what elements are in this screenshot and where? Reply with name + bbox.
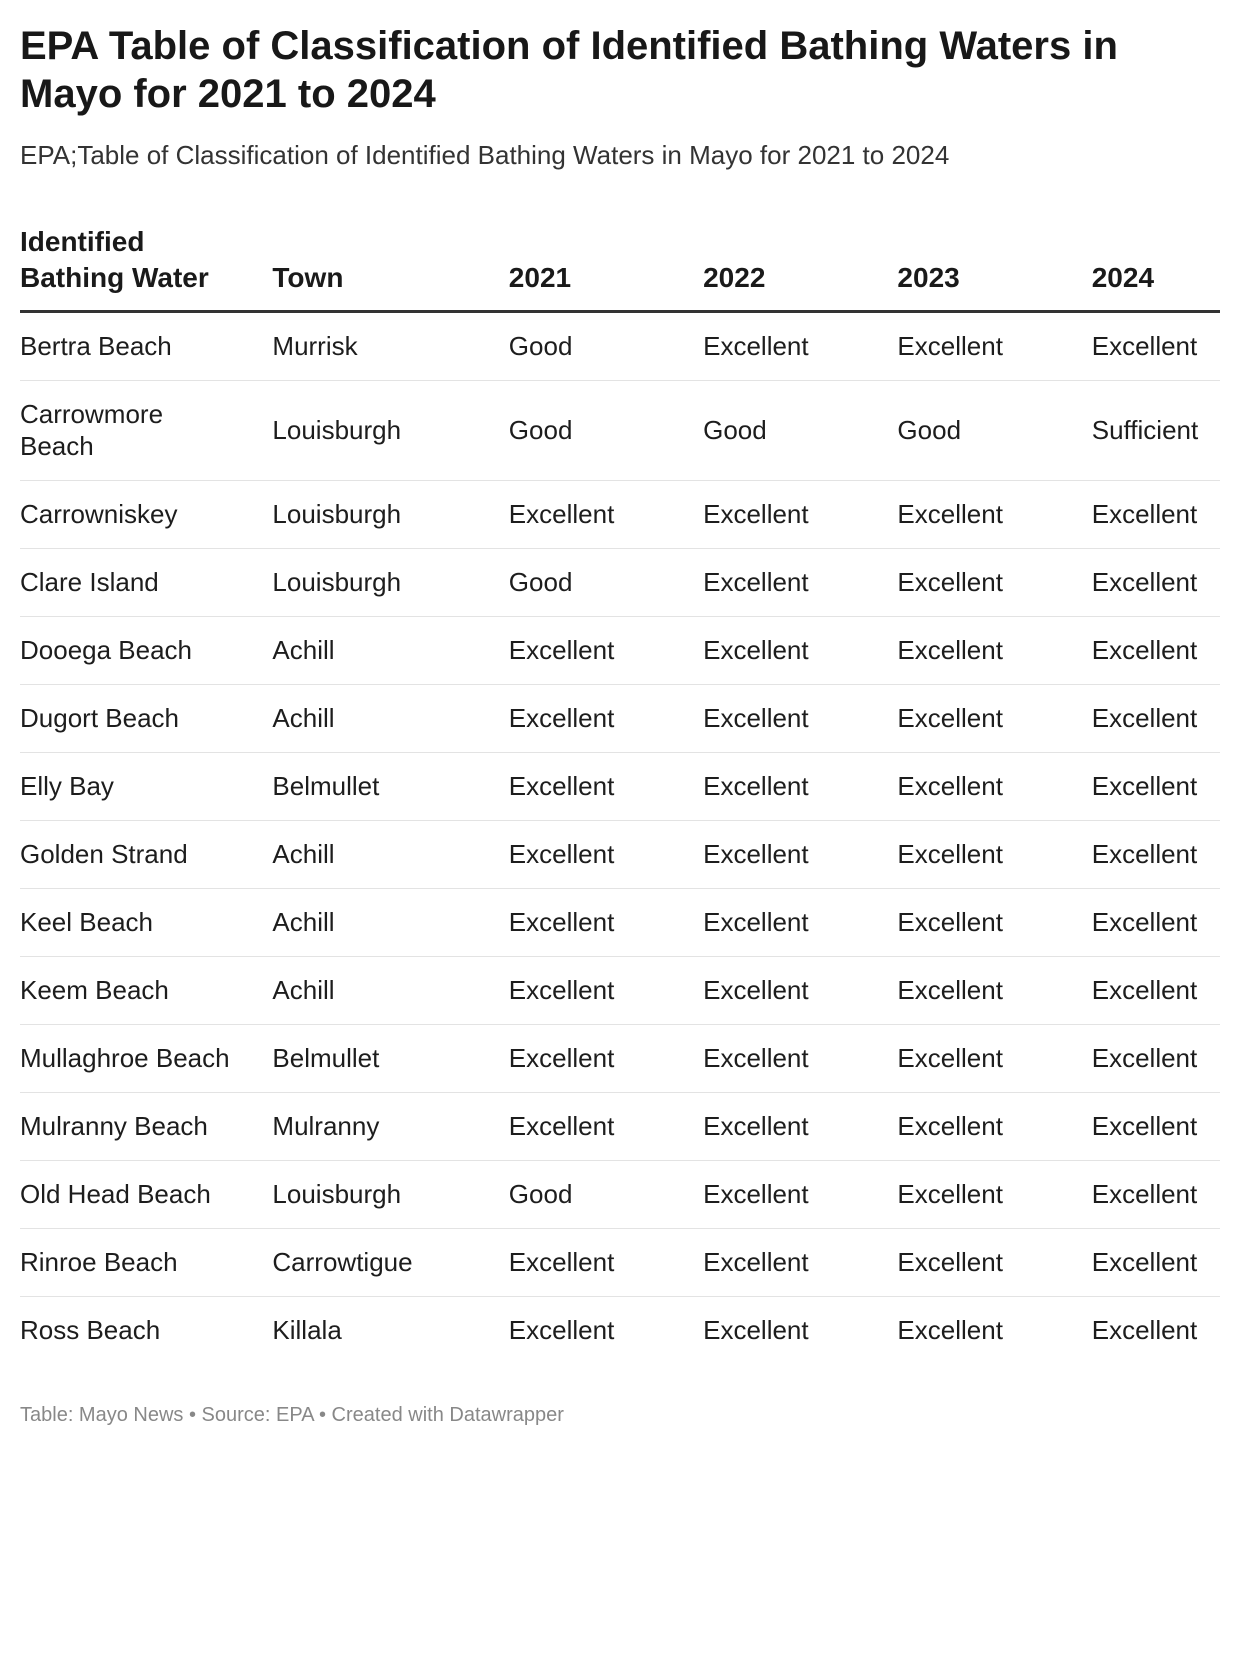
classification-2023-cell: Excellent <box>897 1229 1091 1297</box>
bathing-water-cell: Golden Strand <box>20 821 272 889</box>
table-row <box>20 1093 1220 1161</box>
classification-2024-cell: Excellent <box>1092 821 1220 889</box>
classification-2022-cell: Excellent <box>703 1315 809 1345</box>
bathing-water-cell: Dugort Beach <box>20 685 272 753</box>
classification-2023-cell: Excellent <box>897 957 1091 1025</box>
bathing-water-cell: Carrowmore Beach <box>20 381 272 481</box>
header-2023: 2023 <box>897 224 1091 312</box>
table-row <box>20 381 1220 481</box>
classification-2023-cell: Excellent <box>897 617 1091 685</box>
classification-2021-cell: Excellent <box>509 821 703 889</box>
town-cell: Achill <box>272 957 508 1025</box>
classification-2021-cell: Good <box>509 1161 703 1229</box>
classification-2022-cell: Excellent <box>703 957 897 1025</box>
classification-2022-cell: Excellent <box>703 753 897 821</box>
table-header-row <box>20 224 1220 312</box>
header-2024: 2024 <box>1092 224 1220 312</box>
classification-2024-cell: Excellent <box>1092 549 1220 617</box>
table-row <box>20 617 1220 685</box>
classification-2024-cell: Excellent <box>1092 889 1220 957</box>
classification-2023-cell: Excellent <box>897 481 1091 549</box>
classification-2022-cell: Excellent <box>703 312 897 381</box>
classification-2022-cell: Excellent <box>703 821 897 889</box>
classification-2023-cell: Excellent <box>897 1161 1091 1229</box>
bathing-water-cell: Old Head Beach <box>20 1161 272 1229</box>
classification-2023-cell: Excellent <box>897 753 1091 821</box>
classification-2024-cell: Excellent <box>1092 312 1220 381</box>
classification-2023-cell: Excellent <box>897 312 1091 381</box>
classification-2024-cell: Excellent <box>1092 1093 1220 1161</box>
town-cell: Louisburgh <box>272 481 508 549</box>
classification-2021-cell: Excellent <box>509 957 703 1025</box>
bathing-water-cell: Mulranny Beach <box>20 1093 272 1161</box>
chart-footer: Table: Mayo News • Source: EPA • Created with Datawrapper <box>20 1404 564 1426</box>
classification-2021-cell: Good <box>509 312 703 381</box>
town-cell: Killala <box>272 1315 342 1345</box>
bathing-water-cell: Mullaghroe Beach <box>20 1025 272 1093</box>
classification-2024-cell: Sufficient <box>1092 381 1220 481</box>
table-row <box>20 889 1220 957</box>
bathing-water-cell: Carrowniskey <box>20 481 272 549</box>
classification-2024-cell: Excellent <box>1092 1025 1220 1093</box>
classification-2024-cell: Excellent <box>1092 685 1220 753</box>
classification-2021-cell: Good <box>509 549 703 617</box>
classification-2022-cell: Excellent <box>703 1025 897 1093</box>
table-row <box>20 821 1220 889</box>
bathing-water-cell: Keem Beach <box>20 957 272 1025</box>
classification-2021-cell: Excellent <box>509 685 703 753</box>
table-row <box>20 685 1220 753</box>
classification-2024-cell: Excellent <box>1092 957 1220 1025</box>
town-cell: Louisburgh <box>272 549 508 617</box>
table-row <box>20 312 1220 381</box>
table-row <box>20 1297 1220 1365</box>
bathing-water-cell: Bertra Beach <box>20 312 272 381</box>
table-row <box>20 549 1220 617</box>
town-cell: Mulranny <box>272 1093 508 1161</box>
classification-2022-cell: Excellent <box>703 889 897 957</box>
classification-2021-cell: Excellent <box>509 1025 703 1093</box>
classification-2022-cell: Excellent <box>703 617 897 685</box>
classification-2023-cell: Good <box>897 381 1091 481</box>
town-cell: Murrisk <box>272 312 508 381</box>
bathing-water-cell: Ross Beach <box>20 1315 161 1345</box>
classification-2023-cell: Excellent <box>897 821 1091 889</box>
classification-2022-cell: Excellent <box>703 1161 897 1229</box>
classification-2021-cell: Excellent <box>509 889 703 957</box>
classification-2023-cell: Excellent <box>897 1093 1091 1161</box>
town-cell: Louisburgh <box>272 381 508 481</box>
header-2021: 2021 <box>509 224 703 312</box>
table-body <box>20 312 1220 1365</box>
classification-2023-cell: Excellent <box>897 549 1091 617</box>
classification-2023-cell: Excellent <box>897 1025 1091 1093</box>
table-row <box>20 481 1220 549</box>
classification-2024-cell: Excellent <box>1092 753 1220 821</box>
classification-table <box>20 224 1220 1364</box>
bathing-water-cell: Dooega Beach <box>20 617 272 685</box>
town-cell: Louisburgh <box>272 1161 508 1229</box>
table-row <box>20 1161 1220 1229</box>
classification-2021-cell: Excellent <box>509 481 703 549</box>
table-row <box>20 1025 1220 1093</box>
table-row <box>20 753 1220 821</box>
classification-2022-cell: Excellent <box>703 685 897 753</box>
classification-2023-cell: Excellent <box>897 685 1091 753</box>
classification-2022-cell: Good <box>703 381 897 481</box>
town-cell: Belmullet <box>272 753 508 821</box>
table-row <box>20 1229 1220 1297</box>
classification-2024-cell: Excellent <box>1091 1315 1198 1345</box>
classification-2021-cell: Excellent <box>509 753 703 821</box>
bathing-water-cell: Rinroe Beach <box>20 1229 272 1297</box>
header-town: Town <box>272 224 508 312</box>
classification-2022-cell: Excellent <box>703 481 897 549</box>
classification-2024-cell: Excellent <box>1092 1229 1220 1297</box>
classification-2022-cell: Excellent <box>703 549 897 617</box>
town-cell: Achill <box>272 889 508 957</box>
classification-2021-cell: Excellent <box>509 617 703 685</box>
classification-2021-cell: Excellent <box>509 1093 703 1161</box>
town-cell: Achill <box>272 821 508 889</box>
header-bathing-water: Identified Bathing Water <box>20 224 272 312</box>
table-row <box>20 957 1220 1025</box>
classification-2024-cell: Excellent <box>1092 617 1220 685</box>
classification-2024-cell: Excellent <box>1092 481 1220 549</box>
classification-2022-cell: Excellent <box>703 1093 897 1161</box>
classification-2023-cell: Excellent <box>897 889 1091 957</box>
classification-2021-cell: Good <box>509 381 703 481</box>
bathing-water-cell: Elly Bay <box>20 753 272 821</box>
bathing-water-cell: Keel Beach <box>20 889 272 957</box>
town-cell: Achill <box>272 617 508 685</box>
classification-2024-cell: Excellent <box>1092 1161 1220 1229</box>
classification-2021-cell: Excellent <box>508 1315 615 1345</box>
town-cell: Carrowtigue <box>272 1229 508 1297</box>
chart-subtitle: EPA;Table of Classification of Identified Bathing Waters in Mayo for 2021 to 2024 <box>20 140 950 170</box>
classification-2022-cell: Excellent <box>703 1229 897 1297</box>
town-cell: Achill <box>272 685 508 753</box>
classification-2021-cell: Excellent <box>509 1229 703 1297</box>
header-2022: 2022 <box>703 224 897 312</box>
chart-title: EPA Table of Classification of Identified Bathing Waters in Mayo for 2021 to 2024 <box>20 24 1118 116</box>
bathing-water-cell: Clare Island <box>20 549 272 617</box>
town-cell: Belmullet <box>272 1025 508 1093</box>
classification-2023-cell: Excellent <box>897 1315 1003 1345</box>
